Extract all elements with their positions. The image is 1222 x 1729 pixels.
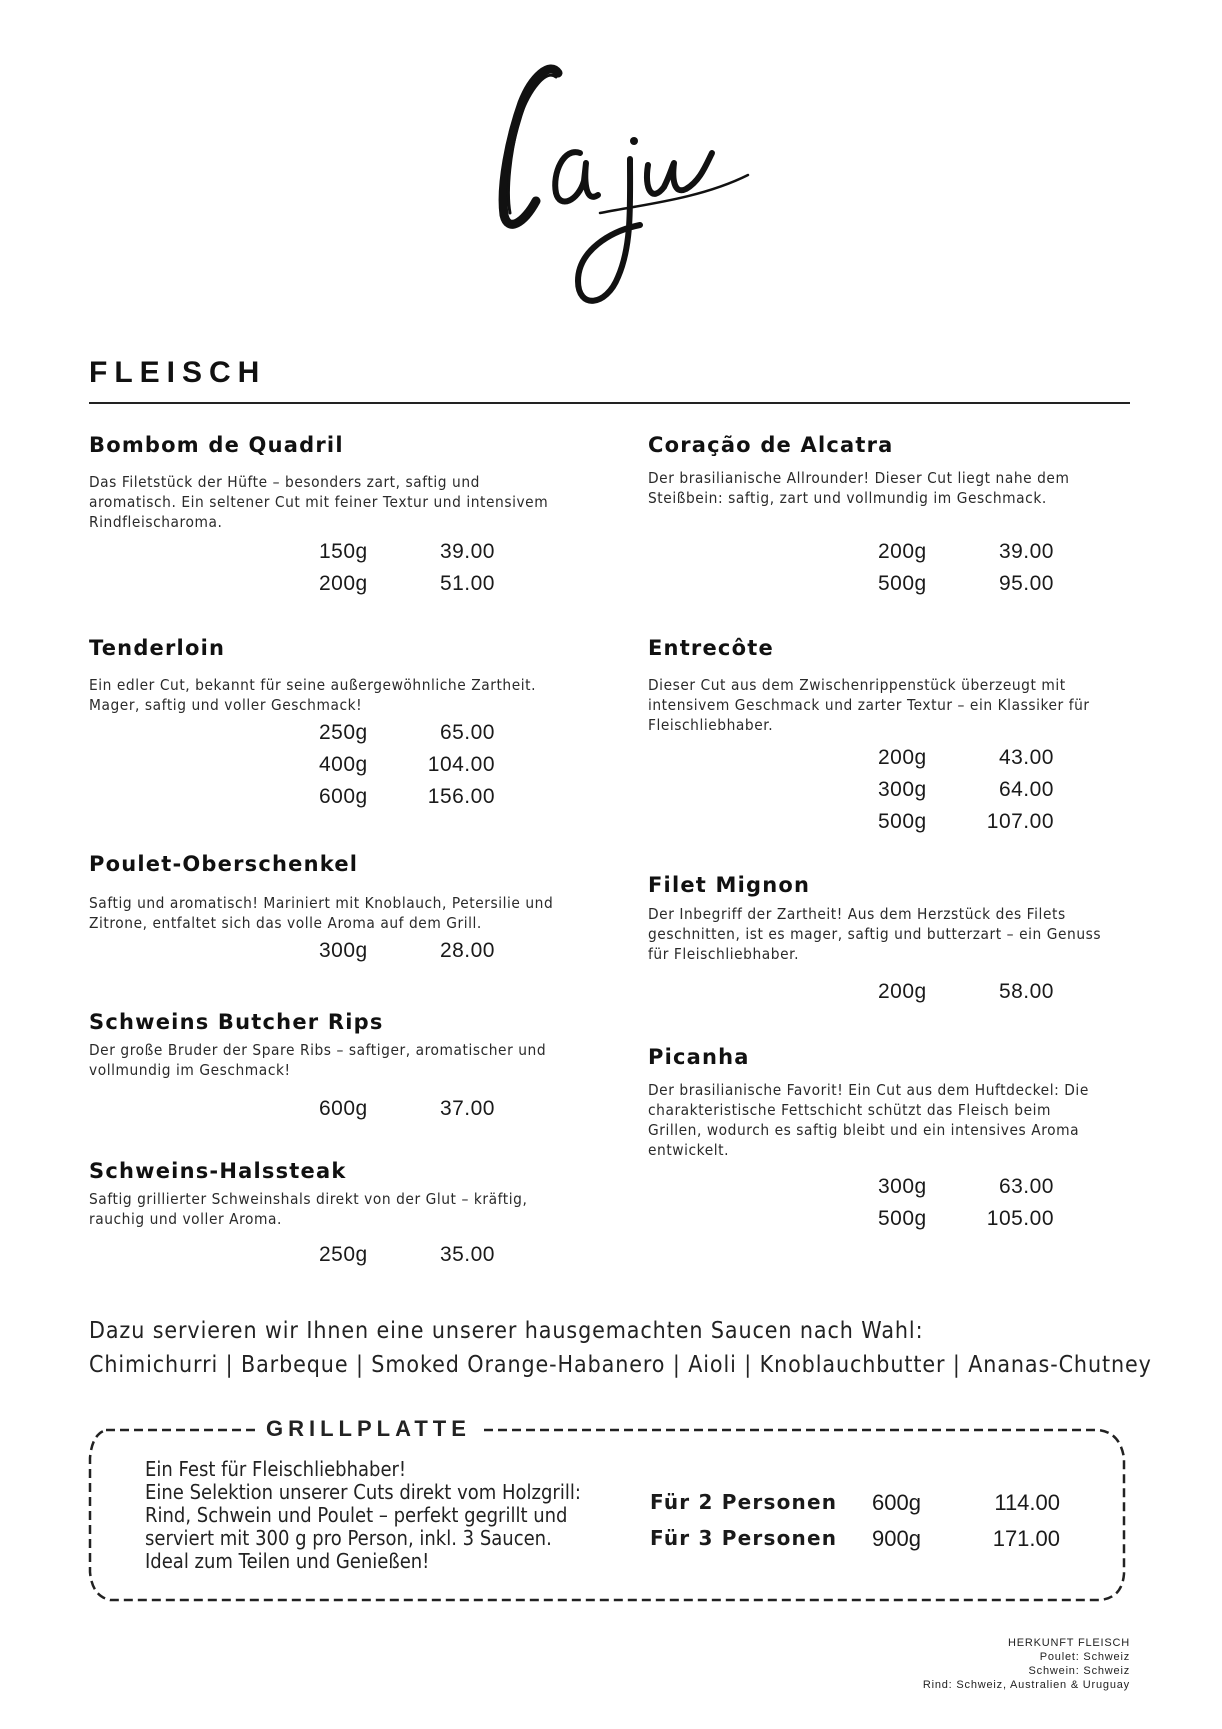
price-row: 250g 35.00 (319, 1243, 495, 1266)
price-row: 400g 104.00 (319, 753, 495, 776)
sauce-list: Chimichurri | Barbeque | Smoked Orange-Habanero | Aioli | Knoblauchbutter | Ananas-Chutney (89, 1352, 1152, 1378)
menu-item (648, 636, 1168, 833)
menu-item (89, 636, 609, 808)
item-description: Der Inbegriff der Zartheit! Aus dem Herzstück des Filets geschnitten, ist es mager, saftig und butterzart – ein Genuss für Fleischliebhaber. (648, 905, 1102, 963)
price-row: 200g 39.00 (878, 540, 1054, 563)
caju-logo (480, 55, 750, 325)
price-row: 250g 65.00 (319, 721, 495, 744)
item-description: Der brasilianische Allrounder! Dieser Cut liegt nahe dem Steißbein: saftig, zart und vollmundig im Geschmack. (648, 469, 1070, 507)
price-row: 150g 39.00 (319, 540, 495, 563)
sauce-intro: Dazu servieren wir Ihnen eine unserer hausgemachten Saucen nach Wahl: (89, 1318, 924, 1344)
grillplatte-option: Für 2 Personen 600g 114.00 (650, 1490, 1060, 1515)
origin-line: Schwein: Schweiz (1028, 1665, 1130, 1677)
menu-item (89, 852, 609, 962)
item-description: Der große Bruder der Spare Ribs – saftiger, aromatischer und vollmundig im Geschmack! (89, 1041, 547, 1079)
price-row: 200g 51.00 (319, 572, 495, 595)
price-row: 300g 64.00 (878, 778, 1054, 801)
item-description: Saftig grillierter Schweinshals direkt von der Glut – kräftig, rauchig und voller Aroma. (89, 1190, 528, 1228)
item-name: Coração de Alcatra (648, 433, 894, 457)
price-row: 200g 58.00 (878, 980, 1054, 1003)
price-row: 600g 37.00 (319, 1097, 495, 1120)
origin-title: HERKUNFT FLEISCH (1008, 1637, 1130, 1649)
menu-item (648, 433, 1168, 595)
menu-item (648, 873, 1168, 1003)
menu-item (89, 1159, 609, 1266)
item-name: Schweins Butcher Rips (89, 1010, 384, 1034)
item-description: Der brasilianische Favorit! Ein Cut aus dem Huftdeckel: Die charakteristische Fettschicht schützt das Fleisch beim Grillen, wodurch es saftig bleibt und ein intensives Aroma entwickelt. (648, 1081, 1089, 1159)
grillplatte-title: GRILLPLATTE (258, 1416, 479, 1442)
section-title: FLEISCH (89, 356, 267, 389)
meat-origin-note (923, 1636, 1130, 1692)
price-row: 500g 95.00 (878, 572, 1054, 595)
item-description: Dieser Cut aus dem Zwischenrippenstück überzeugt mit intensivem Geschmack und zarter Textur – ein Klassiker für Fleischliebhaber. (648, 676, 1090, 734)
price-row: 300g 28.00 (319, 939, 495, 962)
price-row: 200g 43.00 (878, 746, 1054, 769)
origin-line: Rind: Schweiz, Australien & Uruguay (922, 1679, 1130, 1691)
item-name: Bombom de Quadril (89, 433, 344, 457)
divider (89, 402, 1130, 404)
item-name: Filet Mignon (648, 873, 811, 897)
item-name: Picanha (648, 1045, 750, 1069)
menu-item (648, 1045, 1168, 1230)
item-description: Saftig und aromatisch! Mariniert mit Knoblauch, Petersilie und Zitrone, entfaltet sich das volle Aroma auf dem Grill. (89, 894, 554, 932)
item-description: Ein edler Cut, bekannt für seine außergewöhnliche Zartheit. Mager, saftig und voller Geschmack! (89, 676, 537, 714)
price-row: 600g 156.00 (319, 785, 495, 808)
price-row: 500g 105.00 (878, 1207, 1054, 1230)
price-row: 300g 63.00 (878, 1175, 1054, 1198)
item-name: Schweins-Halssteak (89, 1159, 347, 1183)
item-description: Das Filetstück der Hüfte – besonders zart, saftig und aromatisch. Ein seltener Cut mit feiner Textur und intensivem Rindfleischaroma. (89, 473, 549, 531)
grillplatte-option: Für 3 Personen 900g 171.00 (650, 1526, 1060, 1551)
item-name: Entrecôte (648, 636, 774, 660)
grillplatte-description: Ein Fest für Fleischliebhaber! Eine Selektion unserer Cuts direkt vom Holzgrill: Rind, Schwein und Poulet – perfekt gegrillt und serviert mit 300 g pro Person, inkl. 3 Saucen. Ideal zum Teilen und Genießen! (145, 1457, 581, 1573)
menu-item (89, 433, 609, 595)
item-name: Tenderloin (89, 636, 226, 660)
origin-line: Poulet: Schweiz (1039, 1651, 1130, 1663)
price-row: 500g 107.00 (878, 810, 1054, 833)
menu-item (89, 1010, 609, 1120)
item-name: Poulet-Oberschenkel (89, 852, 359, 876)
